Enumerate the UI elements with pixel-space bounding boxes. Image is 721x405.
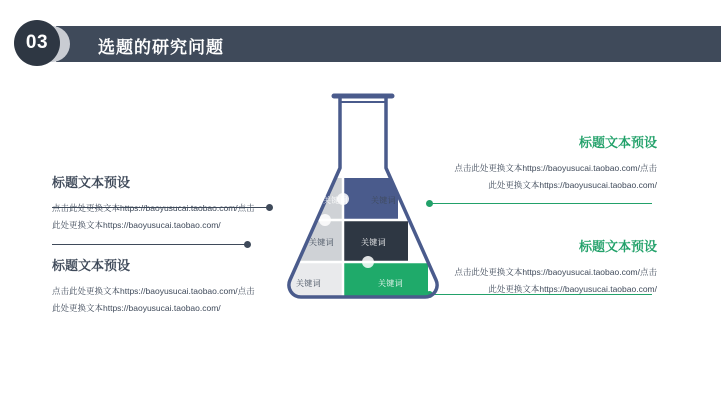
- puzzle-group: [268, 178, 438, 302]
- block-title: 标题文本预设: [578, 135, 657, 150]
- puzzle-label-4: 关键词: [361, 238, 386, 247]
- block-title: 标题文本预设: [52, 258, 131, 273]
- puzzle-label-5: 关键词: [296, 279, 321, 288]
- connector-right-top: [430, 203, 652, 204]
- flask-diagram: [268, 82, 458, 317]
- section-number-badge: 03: [14, 20, 60, 66]
- connector-left-bottom: [52, 244, 248, 245]
- puzzle-label-1: 关键词: [371, 196, 396, 205]
- puzzle-label-6: 关键词: [378, 279, 403, 288]
- puzzle-label-2: 关键词: [323, 196, 348, 205]
- block-title: 标题文本预设: [578, 239, 657, 254]
- block-title: 标题文本预设: [52, 175, 131, 190]
- block-line-2: 此处更换文本https://baoyusucai.taobao.com/: [52, 303, 221, 313]
- block-line-2: 此处更换文本https://baoyusucai.taobao.com/: [488, 180, 657, 190]
- text-block-left-bottom: [52, 255, 277, 317]
- text-block-left-top: [52, 172, 277, 234]
- page-title: 选题的研究问题: [98, 38, 224, 57]
- text-block-right-top: [432, 132, 657, 194]
- header-bar: [56, 26, 721, 62]
- text-block-right-bottom: [432, 236, 657, 298]
- block-line-1: 点击此处更换文本https://baoyusucai.taobao.com/点击: [454, 267, 657, 277]
- puzzle-label-3: 关键词: [309, 238, 334, 247]
- connector-dot-left-bottom: [244, 241, 251, 248]
- block-line-1: 点击此处更换文本https://baoyusucai.taobao.com/点击: [52, 203, 255, 213]
- block-line-1: 点击此处更换文本https://baoyusucai.taobao.com/点击: [52, 286, 255, 296]
- block-line-2: 此处更换文本https://baoyusucai.taobao.com/: [488, 284, 657, 294]
- block-line-2: 此处更换文本https://baoyusucai.taobao.com/: [52, 220, 221, 230]
- block-line-1: 点击此处更换文本https://baoyusucai.taobao.com/点击: [454, 163, 657, 173]
